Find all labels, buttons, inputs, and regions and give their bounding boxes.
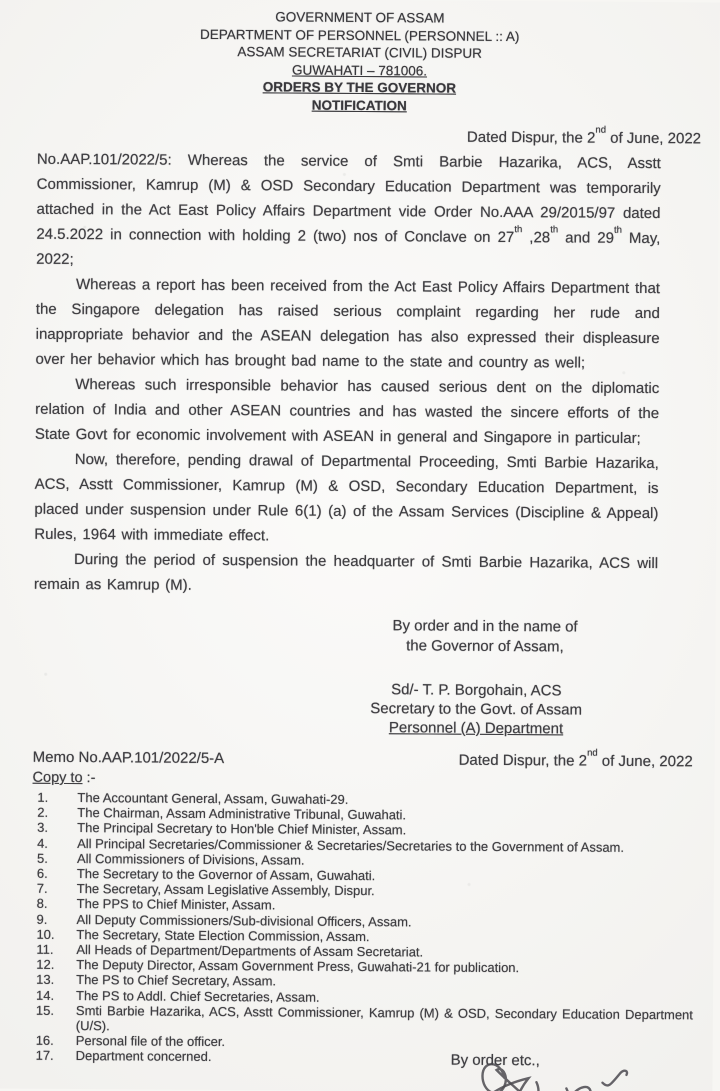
signatory-department: Personnel (A) Department [388,719,564,738]
by-order-line-1: By order and in the name of [392,617,578,636]
copy-recipient-item: All Commissioners of Divisions, Assam. [76,850,305,868]
copy-to-colon: :- [82,770,96,787]
body-paragraph-2: Whereas a report has been received from the Act East Policy Affairs Department that the Singapore delegation has raised serious complaint regarding her rude and inappropriate behavior and the ASEAN delegation has also expressed their displeasure over her behavior which has brought bad name to the state and country as well; [35,276,661,372]
ordinal-superscript: nd [587,747,598,759]
copy-recipient-item: The Secretary, Assam Legislative Assembly, Dispur. [76,881,375,899]
copy-to-text: Copy to [32,769,83,787]
copy-to-label [32,769,714,792]
copy-recipient-item: The Secretary to the Governor of Assam, Guwahati. [76,866,376,884]
address-line: GUWAHATI – 781006. [291,62,428,78]
ordinal-superscript: nd [595,124,607,136]
by-order-line-2: the Governor of Assam, [406,637,564,656]
memo-date-line: Dated Dispur, the 2nd of June, 2022 [458,747,693,771]
copy-recipient-item: The Principal Secretary to Hon'ble Chief Minister, Assam. [77,820,407,838]
body-paragraph-4: Now, therefore, pending drawal of Departmental Proceeding, Smti Barbie Hazarika, ACS, Asstt Commissioner, Kamrup (M) & OSD, Secondary Education Department, is placed under suspension under Rule 6(1) (a) of the Assam Services (Discipline & Appeal) Rules, 1964 with immediate effect. [34,451,659,545]
copy-recipient-item: All Heads of Department/Departments of Assam Secretariat. [76,942,424,960]
memo-number: Memo No.AAP.101/2022/5-A [32,748,225,768]
body-paragraph-1: No.AAP.101/2022/5: Whereas the service of Smti Barbie Hazarika, ACS, Asstt Commissioner, Kamrup (M) & OSD Secondary Education Department was temporarily attached in the Act East Policy Affairs Department vide Order No.AAA 29/2015/97 dated 24.5.2022 in connection with holding 2 (two) nos of Conclave on 27th ,28th and 29th May, 2022; [36,150,661,269]
date-line: Dated Dispur, the 2nd of June, 2022 [466,124,702,148]
copy-recipient-item: The Chairman, Assam Administrative Tribunal, Guwahati. [77,805,407,823]
ordinal-superscript: th [613,224,622,236]
copy-recipient-item: The PS to Chief Secretary, Assam. [76,972,277,989]
copy-recipient-item: The Deputy Director, Assam Government Press, Guwahati-21 for publication. [76,957,520,976]
ordinal-superscript: th [514,224,523,236]
ordinal-superscript: th [550,224,559,236]
signatory-block [370,680,582,738]
copy-recipient-item: All Principal Secretaries/Commissioner & Secretaries/Secretaries to the Government of Assam. [77,835,625,855]
secretariat-line: ASSAM SECRETARIAT (CIVIL) DISPUR [237,44,482,61]
handwritten-signature-icon [470,1048,660,1091]
copy-recipient-item: The Accountant General, Assam, Guwahati-29. [77,790,349,807]
copy-recipient-item: The PPS to Chief Minister, Assam. [76,896,276,913]
copy-recipient-item: Smti Barbie Hazarika, ACS, Asstt Commissioner, Kamrup (M) & OSD, Secondary Education Department (U/S). [75,1002,693,1034]
by-order-block [392,616,577,657]
copy-recipient-item: All Deputy Commissioners/Sub-divisional Officers, Assam. [76,911,412,930]
notification-body [0,144,719,601]
body-paragraph-5: During the period of suspension the headquarter of Smti Barbie Hazarika, ACS will remain as Kamrup (M). [33,551,659,594]
signatory-designation: Secretary to the Govt. of Assam [370,700,583,719]
body-paragraph-3: Whereas such irresponsible behavior has caused serious dent on the diplomatic relation of India and other ASEAN countries and has wasted the sincere efforts of the State Govt for economic involvement with ASEAN in general and Singapore in particular; [34,376,660,447]
orders-by-governor-heading: ORDERS BY THE GOVERNOR [262,79,457,96]
copy-recipient-item: Department concerned. [75,1048,212,1065]
government-name: GOVERNMENT OF ASSAM [275,9,445,26]
signatory-name: Sd/- T. P. Borgohain, ACS [391,681,562,700]
notification-heading: NOTIFICATION [311,97,407,113]
copy-recipient-item: The PS to Addl. Chief Secretaries, Assam. [75,987,320,1005]
copy-recipients-list [0,789,714,1068]
department-name: DEPARTMENT OF PERSONNEL (PERSONNEL :: A) [200,26,520,44]
copy-recipient-item: Personal file of the officer. [75,1033,226,1050]
by-order-etc-label: By order etc., [450,1051,540,1070]
copy-recipient-item: The Secretary, State Election Commission, Assam. [76,926,370,944]
letterhead [0,0,720,117]
